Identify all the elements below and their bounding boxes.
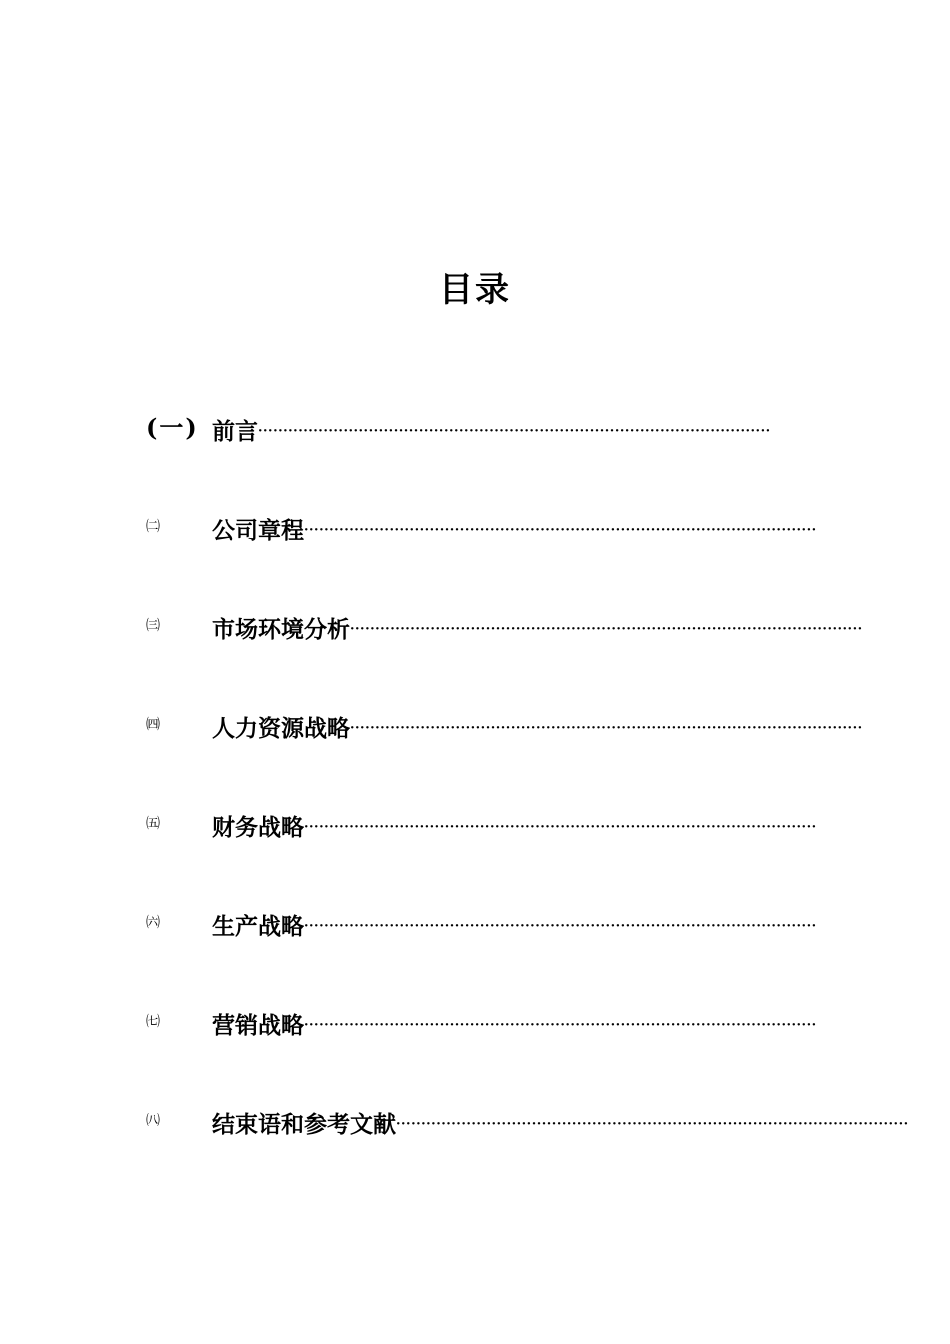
toc-entry-number: ㈦ (146, 1014, 160, 1030)
toc-entry-label: 结束语和参考文献 (212, 1112, 396, 1138)
toc-entry[interactable] (146, 602, 863, 701)
toc-entry-label: 市场环境分析 (212, 617, 350, 643)
toc-entry-label: 前言 (212, 419, 258, 445)
toc-entry-number: (一) (146, 413, 199, 442)
toc-dot-leader: ······································································································ (350, 622, 863, 637)
toc-entry-label: 生产战略 (212, 914, 304, 940)
toc-entry[interactable] (146, 1097, 909, 1196)
page-title: 目录 (439, 270, 511, 310)
toc-dot-leader: ······································································································ (304, 820, 817, 835)
toc-entry-label: 公司章程 (212, 518, 304, 544)
toc-entry-label: 财务战略 (212, 815, 304, 841)
toc-dot-leader: ······································································································ (304, 919, 817, 934)
toc-entry-number: ㈣ (146, 717, 160, 733)
toc-entry[interactable] (146, 998, 817, 1097)
toc-dot-leader: ······································································································ (304, 1018, 817, 1033)
toc-dot-leader: ······································································································ (258, 424, 771, 439)
toc-entry[interactable] (146, 404, 786, 503)
table-of-contents (146, 404, 909, 1196)
toc-dot-leader: ······································································································ (396, 1117, 909, 1132)
toc-entry-number: ㈥ (146, 915, 160, 931)
toc-dot-leader: ······································································································ (304, 523, 817, 538)
toc-entry-label: 营销战略 (212, 1013, 304, 1039)
toc-entry-number: ㈧ (146, 1113, 160, 1129)
toc-entry[interactable] (146, 701, 863, 800)
toc-entry-label: 人力资源战略 (212, 716, 350, 742)
toc-entry[interactable] (146, 800, 817, 899)
toc-entry[interactable] (146, 899, 817, 998)
toc-entry-number: ㈤ (146, 816, 160, 832)
toc-entry-number: ㈢ (146, 618, 160, 634)
toc-entry-number: ㈡ (146, 519, 160, 535)
toc-entry[interactable] (146, 503, 817, 602)
toc-dot-leader: ······································································································ (350, 721, 863, 736)
